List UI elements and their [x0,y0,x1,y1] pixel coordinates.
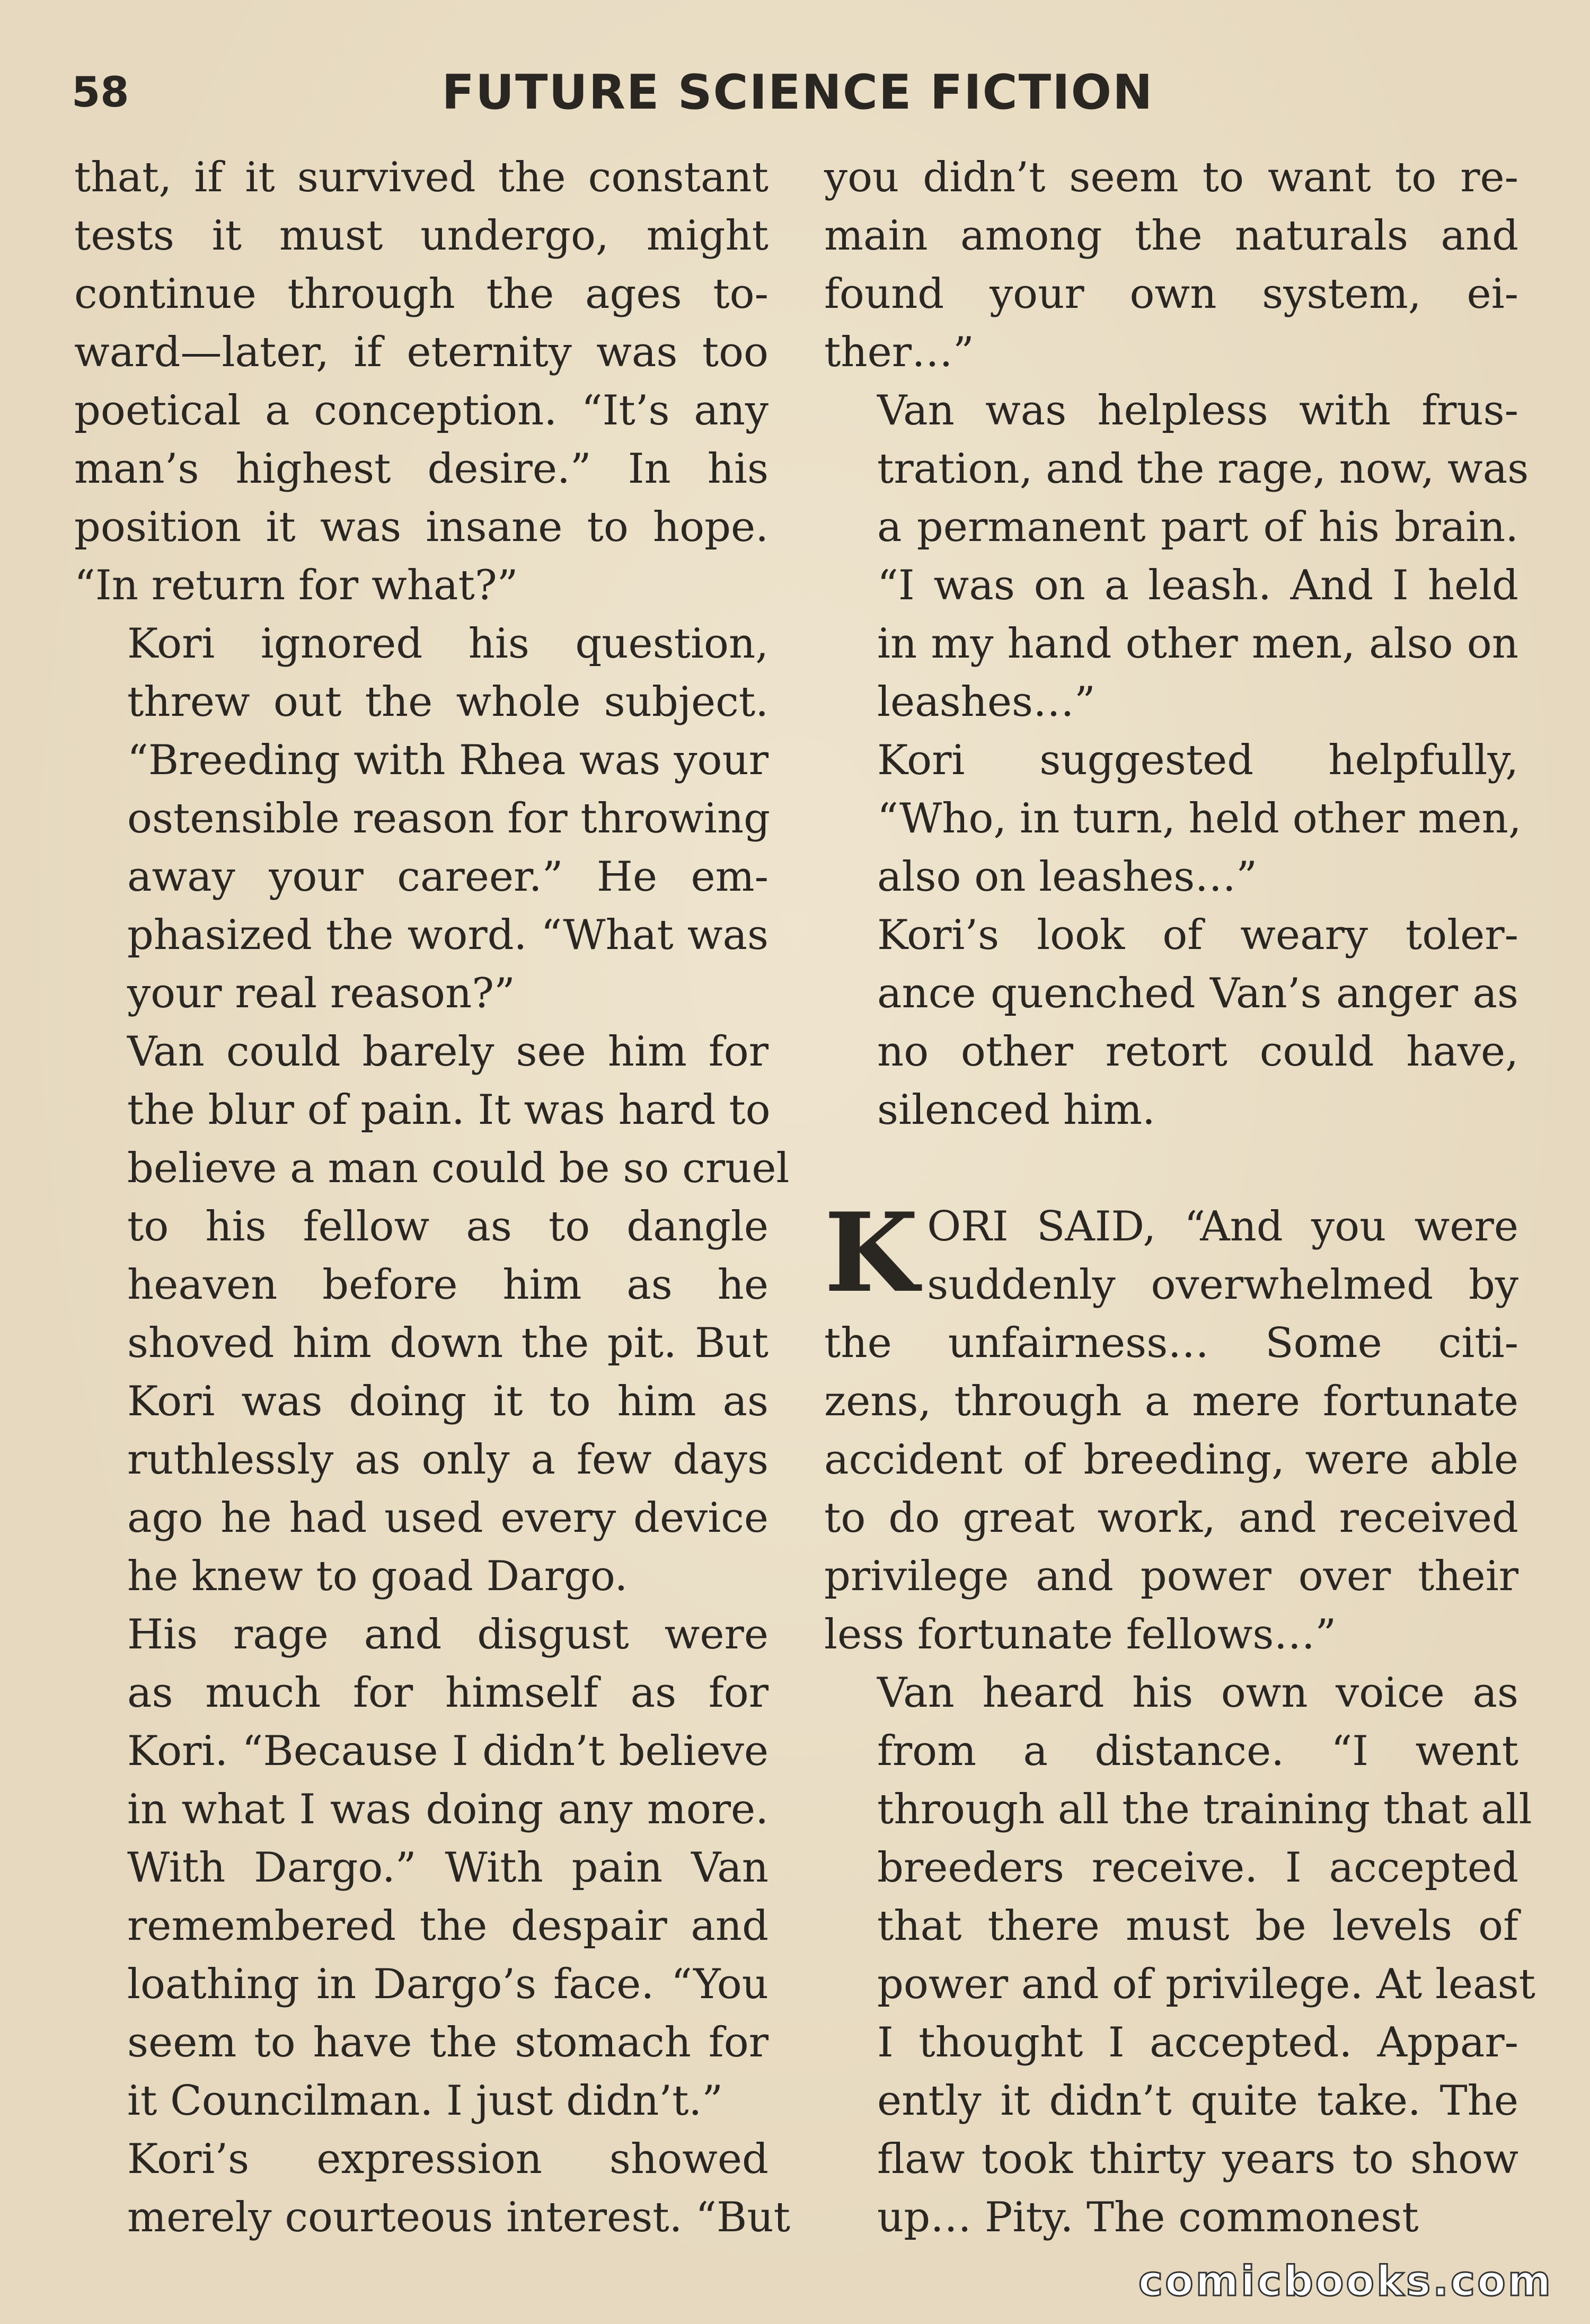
text-line: suddenly overwhelmed by [927,1261,1518,1309]
section-break [824,1139,1518,1198]
text-line: ward—later, if eternity was too [74,329,768,376]
text-line: With Dargo.” With pain Van [127,1844,768,1892]
text-line: a permanent part of his brain. [877,503,1518,551]
text-line: in what I was doing any more. [127,1786,768,1833]
paragraph [824,906,1518,1139]
text-line: shoved him down the pit. But [127,1319,768,1367]
text-line: he knew to goad Dargo. [127,1553,628,1600]
text-line: the unfairness… Some citi- [824,1319,1518,1367]
text-line: ently it didn’t quite take. The [877,2077,1518,2125]
text-line: to his fellow as to dangle [127,1203,768,1250]
text-line: Kori ignored his question, [127,620,768,668]
text-line: loathing in Dargo’s face. “You [127,1961,768,2008]
text-line: ruthlessly as only a few days [127,1436,768,1484]
text-line: man’s highest desire.” In his [74,445,768,493]
drop-cap: K [824,1190,919,1317]
text-line: His rage and disgust were [127,1611,768,1658]
text-line: your real reason?” [127,970,515,1017]
text-line: main among the naturals and [824,212,1518,260]
text-line: no other retort could have, [877,1028,1518,1076]
text-line: Van heard his own voice as [877,1669,1518,1717]
left-column [74,148,790,2247]
text-line: Van could barely see him for [127,1028,768,1076]
text-line: flaw took thirty years to show [877,2135,1518,2183]
text-line: heaven before him as he [127,1261,768,1309]
text-line: position it was insane to hope. [74,503,768,551]
paragraph [824,148,1518,382]
text-line: Kori’s expression showed [127,2135,768,2183]
text-line: “Breeding with Rhea was your [127,737,768,784]
text-line: from a distance. “I went [877,1727,1518,1775]
text-line: Kori was doing it to him as [127,1378,768,1425]
right-column [824,148,1536,2247]
text-line: up… Pity. The commonest [877,2194,1419,2241]
text-line: you didn’t seem to want to re- [824,154,1518,201]
text-line: believe a man could be so cruel [127,1145,790,1192]
text-line: zens, through a mere fortunate [824,1378,1518,1425]
text-line: ance quenched Van’s anger as [877,970,1518,1017]
paragraph [824,1664,1536,2247]
text-line: remembered the despair and [127,1902,768,1950]
text-line: accident of breeding, were able [824,1436,1518,1484]
text-line: tration, and the rage, now, was [877,445,1529,493]
text-line: privilege and power over their [824,1553,1518,1600]
text-line: also on leashes…” [877,853,1258,901]
right-column-top [824,148,1529,1139]
text-line: Kori’s look of weary toler- [877,911,1518,959]
text-line: leashes…” [877,678,1096,726]
text-line: ostensible reason for throwing [127,795,771,842]
text-line: power and of privilege. At least [877,1961,1536,2008]
page-number: 58 [72,69,129,117]
text-line: ORI SAID, “And you were [927,1203,1518,1250]
paragraph [74,2130,790,2247]
paragraph [74,1605,768,2130]
text-line: found your own system, ei- [824,270,1518,318]
text-line: I thought I accepted. Appar- [877,2019,1518,2066]
text-line: threw out the whole subject. [127,678,768,726]
text-line: in my hand other men, also on [877,620,1518,668]
paragraph [74,615,771,1023]
text-line: away your career.” He em- [127,853,768,901]
text-line: it Councilman. I just didn’t.” [127,2077,723,2125]
text-line: through all the training that all [877,1786,1532,1833]
text-line: ther…” [824,329,974,376]
text-line: as much for himself as for [127,1669,768,1717]
text-line: less fortunate fellows…” [824,1611,1337,1658]
paragraph [74,1023,790,1605]
section-opening-paragraph [824,1190,1518,1664]
text-line: continue through the ages to- [74,270,768,318]
text-line: phasized the word. “What was [127,911,768,959]
text-line: silenced him. [877,1086,1155,1134]
watermark: comicbooks.com [1138,2258,1553,2305]
text-line: ago he had used every device [127,1494,768,1542]
text-line: that, if it survived the constant [74,154,768,201]
text-line: “I was on a leash. And I held [877,562,1518,609]
page-header [72,58,1524,127]
text-line: “In return for what?” [74,562,518,609]
text-line: the blur of pain. It was hard to [127,1086,771,1134]
text-line: Van was helpless with frus- [877,387,1518,434]
paragraph [824,731,1522,906]
text-line: “Who, in turn, held other men, [877,795,1522,842]
running-head: FUTURE SCIENCE FICTION [441,65,1154,120]
text-line: seem to have the stomach for [127,2019,768,2066]
text-line: merely courteous interest. “But [127,2194,790,2241]
right-column-section [824,1190,1536,2247]
text-line: Kori suggested helpfully, [877,737,1518,784]
text-line: breeders receive. I accepted [877,1844,1518,1892]
paragraph [74,148,768,615]
text-line: poetical a conception. “It’s any [74,387,768,434]
text-line: that there must be levels of [877,1902,1518,1950]
text-line: Kori. “Because I didn’t believe [127,1727,768,1775]
paragraph [824,382,1529,731]
text-line: to do great work, and received [824,1494,1518,1542]
text-line: tests it must undergo, might [74,212,768,260]
